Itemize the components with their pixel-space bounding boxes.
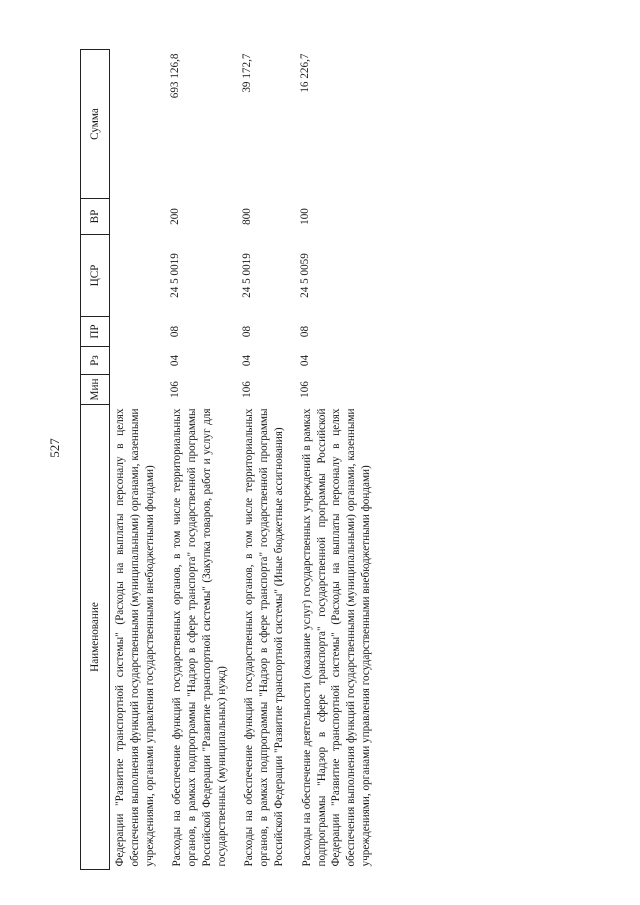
- row-csr: 24 5 0059: [298, 253, 311, 298]
- header-vr: ВР: [81, 199, 110, 235]
- row-name: Федерации "Развитие транспортной системы" (Расходы на выплаты персоналу в целях обеспечения выполнения функций государственными (муниципальными) органами, казенными учреждениями, органами управления государственными внебюджетными фондами): [114, 408, 156, 867]
- row-min: [110, 375, 168, 405]
- table-row: [297, 50, 384, 870]
- row-rz: [110, 347, 168, 375]
- row-min: 106: [241, 381, 254, 398]
- row-sum: 16 226,7: [298, 53, 311, 93]
- row-csr: 24 5 0019: [241, 253, 254, 298]
- row-vr: 200: [169, 208, 182, 225]
- row-min: 106: [169, 381, 182, 398]
- row-csr: 24 5 0019: [169, 253, 182, 298]
- row-pr: 08: [298, 325, 311, 338]
- table-row: [167, 50, 239, 870]
- row-sum: 693 126,8: [169, 53, 182, 99]
- row-pr: [110, 317, 168, 347]
- header-sum: Сумма: [81, 50, 110, 199]
- row-pr: 08: [241, 325, 254, 338]
- header-csr: ЦСР: [81, 235, 110, 317]
- row-min: 106: [298, 381, 311, 398]
- row-rz: 04: [169, 354, 182, 367]
- header-rz: Рз: [81, 347, 110, 375]
- table-row: [239, 50, 296, 870]
- row-name: Расходы на обеспечение функций государственных органов, в том числе территориальных органов, в рамках подпрограммы "Надзор в сфере транспорта" государственной программы Российской Федерации "Развитие транспортной системы" (Закупка товаров, работ и услуг для государственных (муниципальных) нужд): [171, 408, 228, 867]
- row-rz: 04: [298, 354, 311, 367]
- row-vr: [110, 199, 168, 235]
- page-number: 527: [47, 438, 62, 458]
- rotated-table-page: [80, 50, 610, 870]
- row-name: Расходы на обеспечение функций государственных органов, в том числе территориальных органов, в рамках подпрограммы "Надзор в сфере транспорта" государственной программы Российской Федерации "Развитие транспортной системы" (Иные бюджетные ассигнования): [243, 408, 286, 867]
- header-pr: ПР: [81, 317, 110, 347]
- header-min: Мин: [81, 375, 110, 405]
- row-rz: 04: [241, 354, 254, 367]
- row-pr: 08: [169, 325, 182, 338]
- row-csr: [110, 235, 168, 317]
- row-sum: [110, 50, 168, 199]
- row-name: Расходы на обеспечение деятельности (оказание услуг) государственных учреждений в рамках подпрограммы "Надзор в сфере транспорта" государственной программы Российской Федерации "Развитие транспортной системы" (Расходы на выплаты персоналу в целях обеспечения выполнения функций государственными (муниципальными) органами, казенными учреждениями, органами управления государственными внебюджетными фондами): [300, 408, 372, 867]
- table-header-row: [81, 50, 110, 870]
- table-row: [110, 50, 168, 870]
- row-vr: 800: [241, 208, 254, 225]
- row-sum: 39 172,7: [241, 53, 254, 93]
- header-name: Наименование: [81, 405, 110, 870]
- row-vr: 100: [298, 208, 311, 225]
- budget-table: [80, 49, 384, 870]
